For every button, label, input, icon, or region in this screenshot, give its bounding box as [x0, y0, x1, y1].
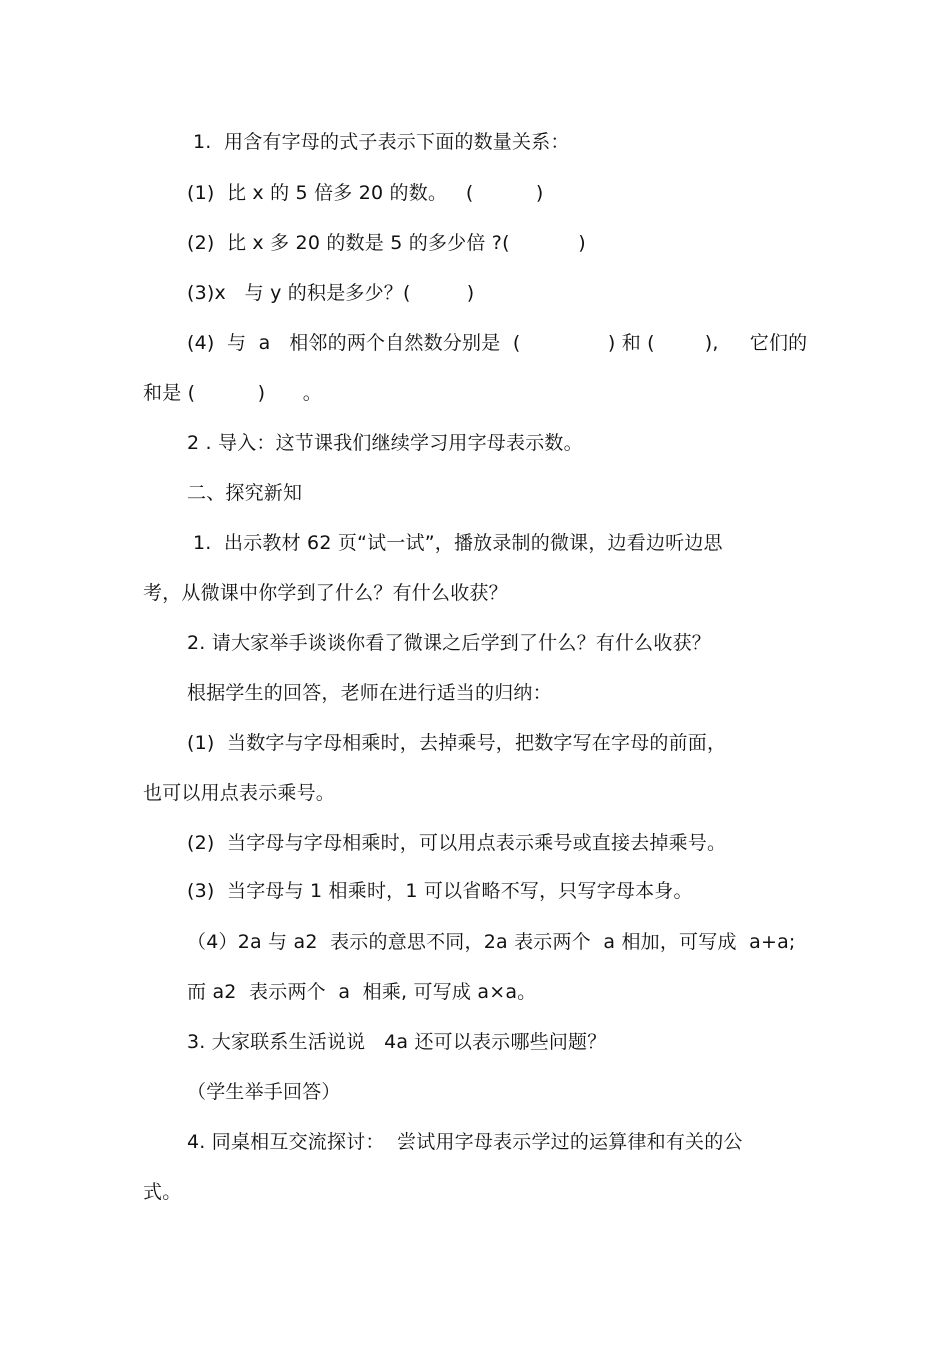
- text-line: 4. 同桌相互交流探讨： 尝试用字母表示学过的运算律和有关的公: [187, 1131, 743, 1153]
- text-line: (3) 当字母与 1 相乘时，1 可以省略不写，只写字母本身。: [187, 880, 693, 902]
- text-line: （4）2a 与 a2 表示的意思不同，2a 表示两个 a 相加，可写成 a+a;: [187, 931, 796, 953]
- text-line: (1) 比 x 的 5 倍多 20 的数。 ( ): [187, 182, 544, 204]
- text-line: 2 . 导入：这节课我们继续学习用字母表示数。: [187, 432, 583, 454]
- text-line: 也可以用点表示乘号。: [143, 782, 336, 804]
- text-line: 而 a2 表示两个 a 相乘, 可写成 a×a。: [187, 981, 537, 1003]
- text-line: 根据学生的回答，老师在进行适当的归纳：: [187, 682, 552, 704]
- text-line: 2. 请大家举手谈谈你看了微课之后学到了什么？有什么收获？: [187, 632, 711, 654]
- text-line: （学生举手回答）: [187, 1081, 341, 1103]
- text-line: 式。: [143, 1181, 182, 1203]
- text-line: (2) 比 x 多 20 的数是 5 的多少倍 ?( ): [187, 232, 586, 254]
- section-heading: 二、探究新知: [187, 482, 303, 504]
- text-line: (2) 当字母与字母相乘时，可以用点表示乘号或直接去掉乘号。: [187, 832, 727, 854]
- text-line: 1. 出示教材 62 页“试一试”，播放录制的微课，边看边听边思: [193, 532, 723, 554]
- text-line: 和是 ( ) 。: [143, 382, 322, 404]
- text-line: (4) 与 a 相邻的两个自然数分别是 ( ) 和 ( ), 它们的: [187, 332, 808, 354]
- text-line: 3. 大家联系生活说说 4a 还可以表示哪些问题？: [187, 1031, 607, 1053]
- text-line: 考，从微课中你学到了什么？有什么收获？: [143, 582, 508, 604]
- text-line: (3)x 与 y 的积是多少？( ): [187, 282, 475, 304]
- text-line: (1) 当数字与字母相乘时，去掉乘号，把数字写在字母的前面，: [187, 732, 727, 754]
- text-line: 1. 用含有字母的式子表示下面的数量关系：: [193, 131, 570, 153]
